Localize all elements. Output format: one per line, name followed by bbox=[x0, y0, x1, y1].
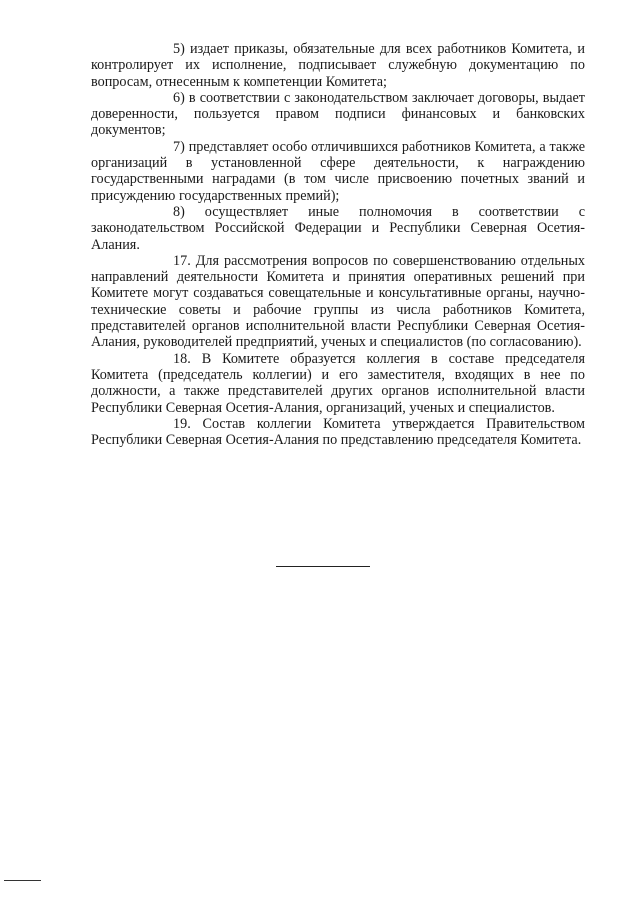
section-text: Для рассмотрения вопросов по совершенствованию отдельных направлений деятельности Комитета и принятия оперативных решений при Комитете могут создаваться совещательные и консультативные органы, научно-технические советы и рабочие группы из числа работников Комитета, представителей органов исполнительной власти Республики Северная Осетия-Алания, руководителей предприятий, ученых и специалистов (по согласованию). bbox=[91, 252, 586, 351]
paragraph-number: 7) bbox=[173, 138, 185, 155]
paragraph-text: представляет особо отличившихся работников Комитета, а также организаций в установленной сфере деятельности, к награждению государственными наградами (в том числе присвоению почетных званий и присуждению государственных премий); bbox=[91, 138, 585, 204]
paragraph-number: 5) bbox=[173, 41, 185, 57]
paragraph-item-6 bbox=[91, 90, 585, 139]
document-body bbox=[91, 41, 585, 448]
paragraph-text: издает приказы, обязательные для всех работников Комитета, и контролирует их исполнение, подписывает служебную документацию по вопросам, отнесенным к компетенции Комитета; bbox=[91, 41, 585, 90]
paragraph-item-7 bbox=[91, 139, 585, 204]
paragraph-text: в соответствии с законодательством заключает договоры, выдает доверенности, пользуется правом подписи финансовых и банковских документов; bbox=[91, 89, 586, 139]
paragraph-number: 6) bbox=[173, 89, 185, 106]
end-divider-line bbox=[276, 566, 370, 567]
section-text: Состав коллегии Комитета утверждается Правительством Республики Северная Осетия-Алания по представлению председателя Комитета. bbox=[91, 415, 586, 449]
page-corner-mark bbox=[4, 880, 41, 881]
section-19 bbox=[91, 416, 585, 449]
section-number: 19. bbox=[173, 415, 191, 432]
section-number: 17. bbox=[173, 252, 191, 269]
paragraph-number: 8) bbox=[173, 203, 185, 220]
paragraph-text: осуществляет иные полномочия в соответствии с законодательством Российской Федерации и Республики Северная Осетия-Алания. bbox=[91, 203, 585, 253]
section-text: В Комитете образуется коллегия в составе председателя Комитета (председатель коллегии) и его заместителя, входящих в нее по должности, а также представителей других органов исполнительной власти Республики Северная Осетия-Алания, организаций, ученых и специалистов. bbox=[91, 350, 585, 416]
section-17 bbox=[91, 253, 585, 351]
paragraph-item-5 bbox=[91, 41, 585, 90]
section-18 bbox=[91, 351, 585, 416]
paragraph-item-8 bbox=[91, 204, 585, 253]
section-number: 18. bbox=[173, 350, 191, 367]
